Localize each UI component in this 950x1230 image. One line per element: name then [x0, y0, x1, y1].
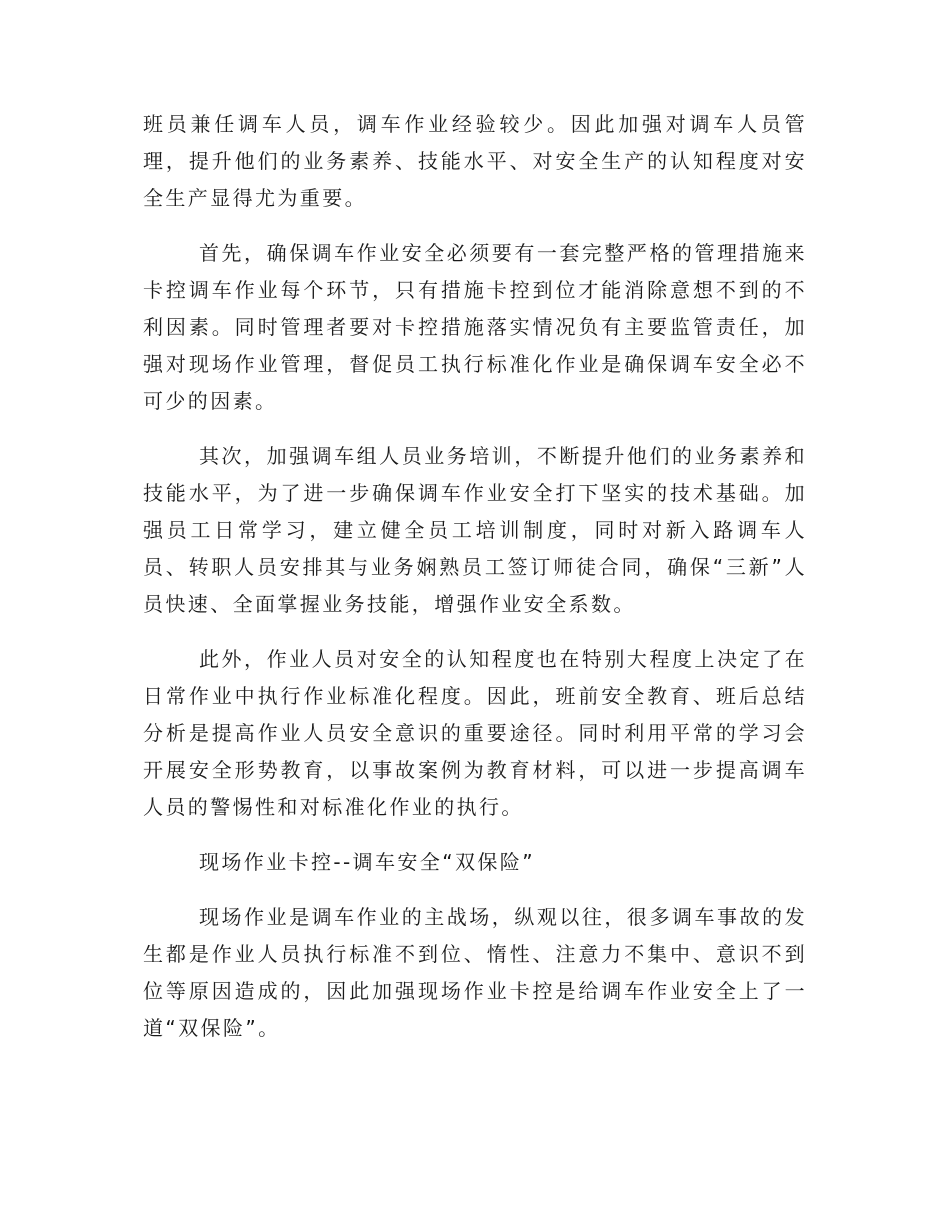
section-heading: 现场作业卡控--调车安全“双保险”	[199, 850, 535, 874]
paragraph-onsite-control: 现场作业是调车作业的主战场，纵观以往，很多调车事故的发生都是作业人员执行标准不到位、惰性、注意力不集中、意识不到位等原因造成的，因此加强现场作业卡控是给调车作业安全上了一道“双保险”。	[143, 905, 807, 1040]
paragraph-safety-awareness: 此外，作业人员对安全的认知程度也在特别大程度上决定了在日常作业中执行作业标准化程度。因此，班前安全教育、班后总结分析是提高作业人员安全意识的重要途径。同时利用平常的学习会开展安全形势教育，以事故案例为教育材料，可以进一步提高调车人员的警惕性和对标准化作业的执行。	[143, 647, 807, 819]
paragraph-continuation: 班员兼任调车人员，调车作业经验较少。因此加强对调车人员管理，提升他们的业务素养、技能水平、对安全生产的认知程度对安全生产显得尤为重要。	[143, 112, 807, 210]
document-body	[143, 106, 807, 1065]
paragraph-management-measures: 首先，确保调车作业安全必须要有一套完整严格的管理措施来卡控调车作业每个环节，只有措施卡控到位才能消除意想不到的不利因素。同时管理者要对卡控措施落实情况负有主要监管责任，加强对现场作业管理，督促员工执行标准化作业是确保调车安全必不可少的因素。	[143, 241, 807, 413]
paragraph-training: 其次，加强调车组人员业务培训，不断提升他们的业务素养和技能水平，为了进一步确保调车作业安全打下坚实的技术基础。加强员工日常学习，建立健全员工培训制度，同时对新入路调车人员、转职人员安排其与业务娴熟员工签订师徒合同，确保“三新”人员快速、全面掌握业务技能，增强作业安全系数。	[143, 444, 807, 616]
